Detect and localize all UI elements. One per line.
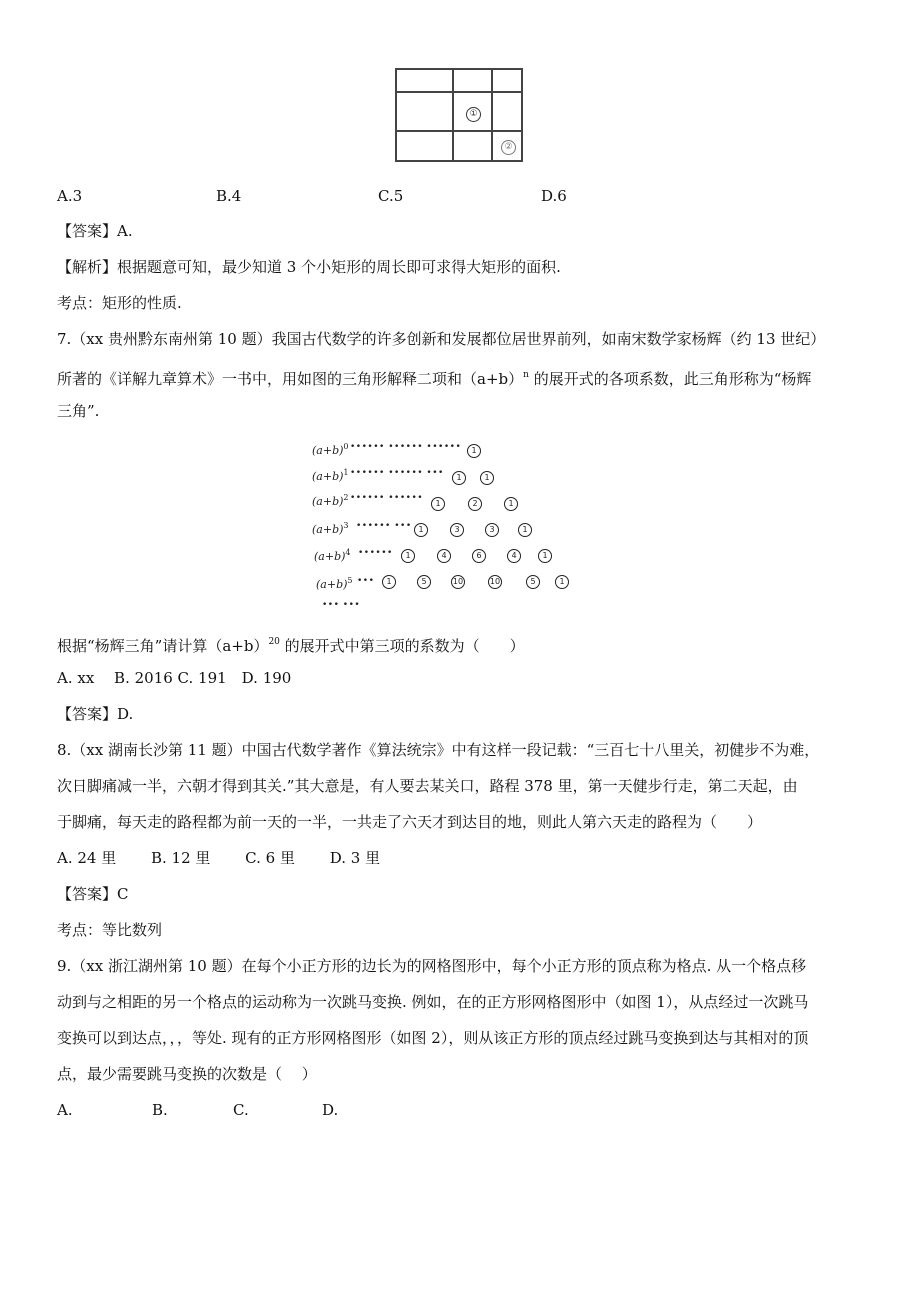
- binomial-exponent: 5: [347, 576, 353, 585]
- q7-line-3: 三角”.: [57, 402, 100, 420]
- answer-7: 【答案】D.: [57, 705, 134, 723]
- triangle-row-label: [312, 466, 349, 484]
- q7-question-b: 的展开式中第三项的系数为（ ）: [279, 637, 525, 655]
- coefficient-5-1: 5: [417, 575, 431, 589]
- binomial-exponent: 1: [343, 468, 349, 477]
- answer-8: 【答案】C: [57, 885, 129, 903]
- triangle-dots: •••••• •••••• •••: [350, 468, 444, 478]
- coefficient-4-1: 4: [437, 549, 451, 563]
- grid-line: [397, 130, 521, 132]
- grid-line: [452, 70, 454, 160]
- q9-line-1: 9.（xx 浙江湖州第 10 题）在每个小正方形的边长为的网格图形中，每个小正方形的顶点称为格点. 从一个格点移: [57, 957, 807, 975]
- binomial-label: (a+b): [312, 523, 344, 536]
- coefficient-5-3: 10: [488, 575, 502, 589]
- q7-question: [57, 632, 525, 656]
- rectangle-grid-figure: [395, 68, 523, 162]
- coefficient-1-0: 1: [452, 471, 466, 485]
- q6-option-c: C.5: [378, 187, 404, 205]
- region-label-2: ②: [501, 140, 516, 155]
- q6-option-a: A.3: [57, 187, 83, 205]
- triangle-row-label: [312, 440, 349, 458]
- q8-line-2: 次日脚痛减一半，六朝才得到其关.”其大意是，有人要去某关口，路程 378 里，第一天健步行走，第二天起，由: [57, 777, 798, 795]
- binomial-exponent: 0: [343, 442, 349, 451]
- coefficient-2-2: 1: [504, 497, 518, 511]
- coefficient-2-0: 1: [431, 497, 445, 511]
- q7-options: A. xx B. 2016 C. 191 D. 190: [57, 669, 292, 687]
- kaodian-6: 考点：矩形的性质.: [57, 294, 182, 312]
- coefficient-3-2: 3: [485, 523, 499, 537]
- coefficient-4-2: 6: [472, 549, 486, 563]
- q7-line-1: 7.（xx 贵州黔东南州第 10 题）我国古代数学的许多创新和发展都位居世界前列，如南宋数学家杨辉（约 13 世纪）: [57, 330, 826, 348]
- q7-question-a: 根据“杨辉三角”请计算（a+b）: [57, 637, 269, 655]
- binomial-exponent: 3: [343, 521, 349, 530]
- answer-6: 【答案】A.: [57, 222, 133, 240]
- triangle-dots: ••••••: [358, 548, 393, 558]
- coefficient-5-2: 10: [451, 575, 465, 589]
- q8-options: A. 24 里 B. 12 里 C. 6 里 D. 3 里: [57, 849, 381, 867]
- coefficient-4-0: 1: [401, 549, 415, 563]
- coefficient-5-0: 1: [382, 575, 396, 589]
- q9-option-a: A.: [57, 1101, 73, 1119]
- q7-line-2a: 所著的《详解九章算术》一书中，用如图的三角形解释二项和（a+b）: [57, 370, 524, 388]
- grid-line: [397, 91, 521, 93]
- coefficient-3-1: 3: [450, 523, 464, 537]
- q7-line-2b: 的展开式的各项系数，此三角形称为“杨辉: [528, 370, 812, 388]
- triangle-dots: •••••• ••••••: [350, 493, 424, 503]
- kaodian-8: 考点：等比数列: [57, 921, 163, 939]
- triangle-row-label: [312, 519, 349, 537]
- q9-option-c: C.: [233, 1101, 249, 1119]
- coefficient-0-0: 1: [467, 444, 481, 458]
- coefficient-4-4: 1: [538, 549, 552, 563]
- binomial-label: (a+b): [314, 550, 346, 563]
- triangle-row-label: [312, 491, 349, 509]
- binomial-label: (a+b): [312, 470, 344, 483]
- binomial-exponent: 2: [343, 493, 349, 502]
- coefficient-3-3: 1: [518, 523, 532, 537]
- q9-line-2: 动到与之相距的另一个格点的运动称为一次跳马变换. 例如，在的正方形网格图形中（如图 1），从点经过一次跳马: [57, 993, 809, 1011]
- q9-line-3: 变换可以到达点，，，等处. 现有的正方形网格图形（如图 2），则从该正方形的顶点经过跳马变换到达与其相对的顶: [57, 1029, 809, 1047]
- q9-line-4: 点，最少需要跳马变换的次数是（ ）: [57, 1065, 317, 1083]
- q9-option-b: B.: [152, 1101, 168, 1119]
- q9-option-d: D.: [322, 1101, 339, 1119]
- analysis-6: 【解析】根据题意可知，最少知道 3 个小矩形的周长即可求得大矩形的面积.: [57, 258, 561, 276]
- binomial-label: (a+b): [316, 578, 348, 591]
- coefficient-4-3: 4: [507, 549, 521, 563]
- triangle-trailing-dots: ••• •••: [322, 600, 361, 610]
- q7-exponent-20: 20: [268, 637, 280, 647]
- triangle-row-label: [316, 574, 353, 592]
- q8-line-1: 8.（xx 湖南长沙第 11 题）中国古代数学著作《算法统宗》中有这样一段记载：“三百七十八里关，初健步不为难，: [57, 741, 820, 759]
- coefficient-1-1: 1: [480, 471, 494, 485]
- binomial-label: (a+b): [312, 495, 344, 508]
- q8-line-3: 于脚痛，每天走的路程都为前一天的一半，一共走了六天才到达目的地，则此人第六天走的路程为（ ）: [57, 813, 763, 831]
- coefficient-2-1: 2: [468, 497, 482, 511]
- binomial-exponent: 4: [345, 548, 351, 557]
- triangle-row-label: [314, 546, 351, 564]
- coefficient-5-5: 1: [555, 575, 569, 589]
- q6-option-d: D.6: [541, 187, 567, 205]
- triangle-dots: •••••• •••••• ••••••: [350, 442, 462, 452]
- binomial-label: (a+b): [312, 444, 344, 457]
- q7-line-2: [57, 365, 811, 389]
- region-label-1: ①: [466, 107, 481, 122]
- coefficient-3-0: 1: [414, 523, 428, 537]
- triangle-dots: •••: [357, 576, 375, 586]
- q6-option-b: B.4: [216, 187, 242, 205]
- triangle-dots: •••••• •••: [356, 521, 412, 531]
- coefficient-5-4: 5: [526, 575, 540, 589]
- grid-line: [491, 70, 493, 160]
- q7-exponent-n: n: [523, 370, 529, 380]
